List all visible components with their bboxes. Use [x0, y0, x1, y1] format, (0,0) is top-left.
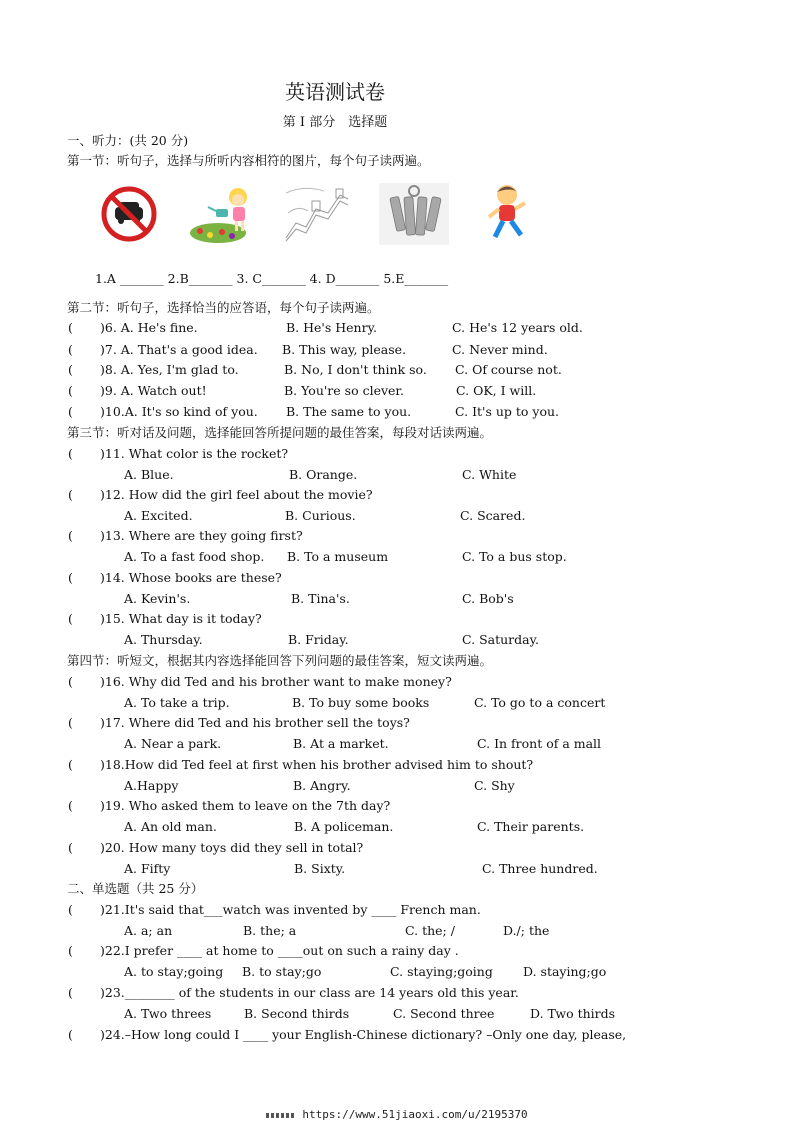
section-3-instruction: 第三节：听对话及问题，选择能回答所提问题的最佳答案，每段对话读两遍。 — [67, 425, 493, 440]
question-10-option-b: B. The same to you. — [286, 404, 412, 419]
great-wall-sketch-image — [284, 183, 350, 245]
answer-paren: ( — [68, 362, 73, 377]
answer-paren: ( — [68, 715, 73, 730]
section-listening: 一、听力：(共 20 分) — [67, 133, 189, 148]
section-4-instruction: 第四节：听短文，根据其内容选择能回答下列问题的最佳答案，短文读两遍。 — [67, 653, 493, 668]
answer-paren: ( — [68, 902, 73, 917]
question-13-stem: )13. Where are they going first? — [100, 528, 303, 543]
footer-logo — [266, 1113, 296, 1118]
question-17-option-b: B. At a market. — [293, 736, 389, 751]
question-9-option-b: B. You're so clever. — [284, 383, 405, 398]
answer-paren: ( — [68, 674, 73, 689]
question-15-stem: )15. What day is it today? — [100, 611, 262, 626]
answer-paren: ( — [68, 798, 73, 813]
question-13-option-a: A. To a fast food shop. — [124, 549, 265, 564]
question-22-option-c: C. staying;going — [390, 964, 493, 979]
running-boy-image — [477, 183, 535, 245]
question-6-option-b: B. He's Henry. — [286, 320, 377, 335]
question-13-option-c: C. To a bus stop. — [462, 549, 567, 564]
question-9-option-c: C. OK, I will. — [456, 383, 537, 398]
question-22-stem: )22.I prefer ____ at home to ____out on such a rainy day . — [100, 943, 459, 958]
exam-title: 英语测试卷 — [285, 80, 385, 104]
no-car-sign-image — [100, 183, 158, 245]
question-11-option-a: A. Blue. — [124, 467, 174, 482]
question-7-option-b: B. This way, please. — [282, 342, 407, 357]
question-23-option-d: D. Two thirds — [530, 1006, 616, 1021]
question-18-option-c: C. Shy — [474, 778, 515, 793]
question-12-option-b: B. Curious. — [285, 508, 356, 523]
question-20-option-b: B. Sixty. — [294, 861, 346, 876]
question-21-option-a: A. a; an — [124, 923, 173, 938]
question-21-option-b: B. the; a — [243, 923, 297, 938]
girl-watering-flowers-image — [188, 183, 258, 245]
question-23-option-a: A. Two threes — [124, 1006, 212, 1021]
question-18-option-a: A.Happy — [124, 778, 179, 793]
picture-answer-line: 1.A _______ 2.B_______ 3. C_______ 4. D_______ 5.E_______ — [95, 271, 449, 286]
question-7-option-c: C. Never mind. — [452, 342, 548, 357]
answer-paren: ( — [68, 611, 73, 626]
question-15-option-a: A. Thursday. — [124, 632, 203, 647]
question-16-stem: )16. Why did Ted and his brother want to make money? — [100, 674, 452, 689]
question-18-stem: )18.How did Ted feel at first when his brother advised him to shout? — [100, 757, 534, 772]
answer-paren: ( — [68, 487, 73, 502]
question-15-option-b: B. Friday. — [288, 632, 349, 647]
question-17-option-c: C. In front of a mall — [477, 736, 602, 751]
question-17-stem: )17. Where did Ted and his brother sell the toys? — [100, 715, 410, 730]
footer-url-text: https://www.51jiaoxi.com/u/2195370 — [302, 1108, 528, 1121]
question-7-stem: )7. A. That's a good idea. — [100, 342, 258, 357]
question-6-option-c: C. He's 12 years old. — [452, 320, 583, 335]
question-21-option-d: D./; the — [503, 923, 550, 938]
question-23-stem: )23.________ of the students in our class are 14 years old this year. — [100, 985, 519, 1000]
question-20-option-c: C. Three hundred. — [482, 861, 598, 876]
question-24-stem: )24.–How long could I ____ your English-Chinese dictionary? –Only one day, please, — [100, 1027, 627, 1042]
keys-image — [379, 183, 449, 245]
question-22-option-d: D. staying;go — [523, 964, 607, 979]
question-10-option-c: C. It's up to you. — [455, 404, 560, 419]
question-22-option-b: B. to stay;go — [242, 964, 322, 979]
answer-paren: ( — [68, 985, 73, 1000]
question-8-stem: )8. A. Yes, I'm glad to. — [100, 362, 239, 377]
question-14-option-c: C. Bob's — [462, 591, 514, 606]
question-21-option-c: C. the; / — [405, 923, 455, 938]
question-8-option-b: B. No, I don't think so. — [284, 362, 427, 377]
question-13-option-b: B. To a museum — [287, 549, 389, 564]
question-8-option-c: C. Of course not. — [455, 362, 562, 377]
answer-paren: ( — [68, 757, 73, 772]
question-16-option-b: B. To buy some books — [292, 695, 430, 710]
question-19-stem: )19. Who asked them to leave on the 7th day? — [100, 798, 391, 813]
question-20-stem: )20. How many toys did they sell in total? — [100, 840, 364, 855]
answer-paren: ( — [68, 528, 73, 543]
question-21-stem: )21.It's said that___watch was invented by ____ French man. — [100, 902, 481, 917]
answer-paren: ( — [68, 320, 73, 335]
answer-paren: ( — [68, 446, 73, 461]
question-12-stem: )12. How did the girl feel about the movie? — [100, 487, 373, 502]
section-single-choice: 二、单选题（共 25 分） — [67, 881, 204, 896]
question-12-option-c: C. Scared. — [460, 508, 526, 523]
question-10-stem: )10.A. It's so kind of you. — [100, 404, 258, 419]
question-23-option-c: C. Second three — [393, 1006, 495, 1021]
answer-paren: ( — [68, 1027, 73, 1042]
question-19-option-c: C. Their parents. — [477, 819, 585, 834]
question-16-option-c: C. To go to a concert — [474, 695, 606, 710]
question-14-option-a: A. Kevin's. — [124, 591, 191, 606]
question-20-option-a: A. Fifty — [124, 861, 171, 876]
answer-paren: ( — [68, 383, 73, 398]
section-2-instruction: 第二节：听句子，选择恰当的应答语，每个句子读两遍。 — [67, 300, 380, 315]
question-6-stem: )6. A. He's fine. — [100, 320, 198, 335]
question-9-stem: )9. A. Watch out! — [100, 383, 207, 398]
question-18-option-b: B. Angry. — [293, 778, 351, 793]
part-heading: 第 I 部分 选择题 — [282, 115, 388, 130]
question-14-stem: )14. Whose books are these? — [100, 570, 282, 585]
answer-paren: ( — [68, 570, 73, 585]
question-19-option-b: B. A policeman. — [294, 819, 394, 834]
question-11-option-b: B. Orange. — [289, 467, 358, 482]
question-15-option-c: C. Saturday. — [462, 632, 539, 647]
question-11-option-c: C. White — [462, 467, 517, 482]
question-17-option-a: A. Near a park. — [124, 736, 222, 751]
question-14-option-b: B. Tina's. — [291, 591, 350, 606]
question-19-option-a: A. An old man. — [124, 819, 217, 834]
footer-url — [0, 1108, 794, 1121]
question-11-stem: )11. What color is the rocket? — [100, 446, 289, 461]
section-1-instruction: 第一节：听句子，选择与所听内容相符的图片，每个句子读两遍。 — [67, 153, 430, 168]
answer-paren: ( — [68, 943, 73, 958]
question-23-option-b: B. Second thirds — [244, 1006, 350, 1021]
question-22-option-a: A. to stay;going — [124, 964, 224, 979]
answer-paren: ( — [68, 342, 73, 357]
answer-paren: ( — [68, 404, 73, 419]
question-12-option-a: A. Excited. — [124, 508, 193, 523]
question-16-option-a: A. To take a trip. — [124, 695, 230, 710]
answer-paren: ( — [68, 840, 73, 855]
